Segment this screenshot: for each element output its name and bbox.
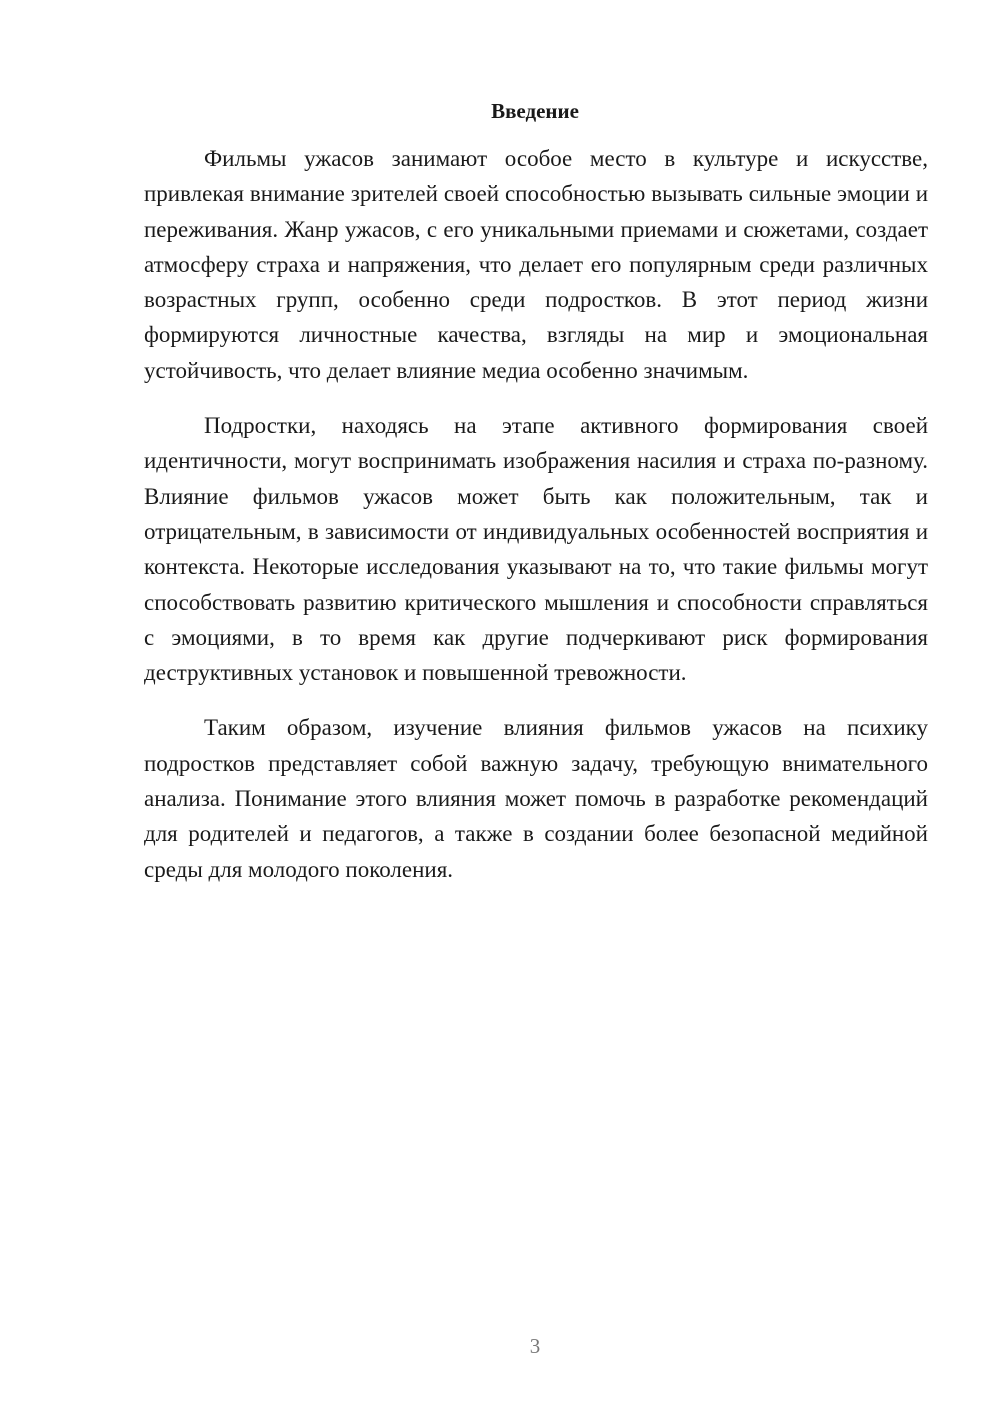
body-text bbox=[144, 141, 928, 907]
section-heading: Введение bbox=[491, 99, 579, 123]
paragraph-3: Таким образом, изучение влияния фильмов ужасов на психику подростков представляет собой важную задачу, требующую внимательного анализа. Понимание этого влияния может помочь в разработке рекомендаций для родителей и педагогов, а также в создании более безопасной медийной среды для молодого поколения. bbox=[144, 715, 928, 882]
page-number: 3 bbox=[529, 1334, 541, 1358]
paragraph-1: Фильмы ужасов занимают особое место в культуре и искусстве, привлекая внимание зрителей своей способностью вызывать сильные эмоции и переживания. Жанр ужасов, с его уникальными приемами и сюжетами, создает атмосферу страха и напряжения, что делает его популярным среди различных возрастных групп, особенно среди подростков. В этот период жизни формируются личностные качества, взгляды на мир и эмоциональная устойчивость, что делает влияние медиа особенно значимым. bbox=[144, 146, 928, 383]
paragraph-2: Подростки, находясь на этапе активного формирования своей идентичности, могут воспринимать изображения насилия и страха по-разному. Влияние фильмов ужасов может быть как положительным, так и отрицательным, в зависимости от индивидуальных особенностей восприятия и контекста. Некоторые исследования указывают на то, что такие фильмы могут способствовать развитию критического мышления и способности справляться с эмоциями, в то время как другие подчеркивают риск формирования деструктивных установок и повышенной тревожности. bbox=[144, 413, 928, 686]
